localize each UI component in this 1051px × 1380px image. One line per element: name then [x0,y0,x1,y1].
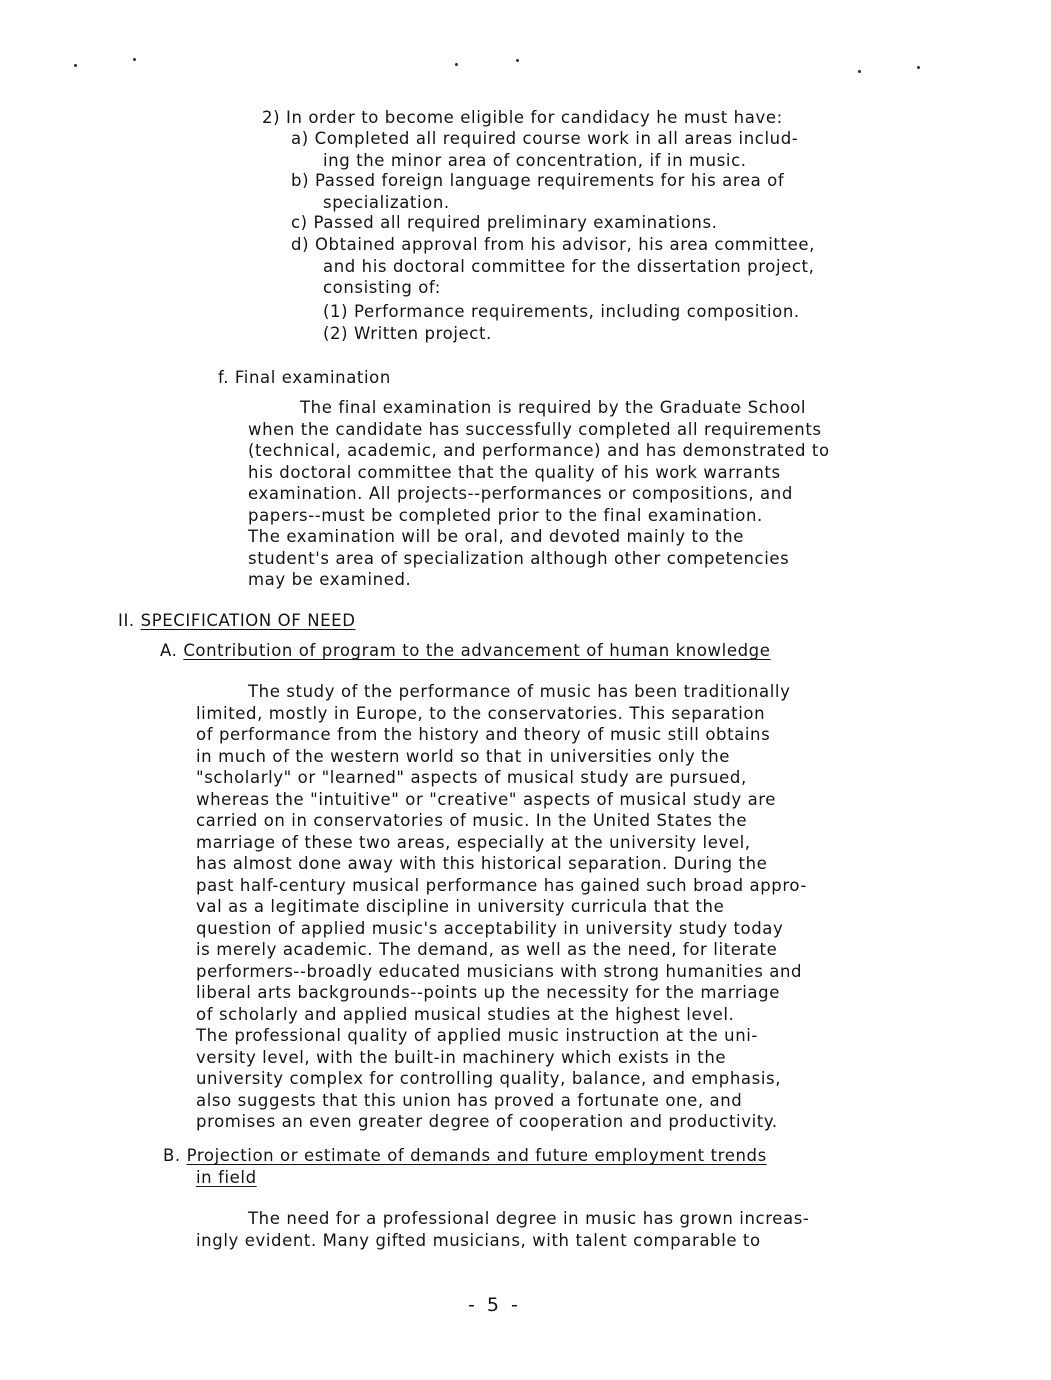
candidacy-intro: 2) In order to become eligible for candidacy he must have: [262,108,783,127]
scan-speck [455,63,458,66]
subsection-b-heading [163,1145,767,1188]
subsection-b-title: Projection or estimate of demands and future employment trends [186,1146,767,1165]
requirement-d-sub-2: (2) Written project. [323,324,492,343]
subsection-a-heading [160,640,771,662]
subsection-b-letter: B. [163,1146,181,1165]
scan-speck [858,70,861,73]
final-exam-heading: f. Final examination [218,368,391,387]
requirement-d: d) Obtained approval from his advisor, his area committee, and his doctoral committee for the dissertation project, consisting of: [291,235,815,297]
requirement-d-sub-1: (1) Performance requirements, including composition. [323,302,800,321]
subsection-a-title: Contribution of program to the advancement of human knowledge [183,641,771,660]
scan-speck [74,64,77,67]
scan-speck [133,58,136,61]
section-heading [118,610,356,632]
subsection-b-title-cont: in field [196,1167,257,1187]
scan-speck [917,66,920,69]
subsection-a-paragraph: The study of the performance of music has been traditionally limited, mostly in Europe, to the conservatories. This separation of performance from the history and theory of music still obtains in much of the western world so that in universities only the "scholarly" or "learned" aspects of musical study are pursued, whereas the "intuitive" or "creative" aspects of musical study are carried on in conservatories of music. In the United States the marriage of these two areas, especially at the university level, has almost done away with this historical separation. During the past half-century musical performance has gained such broad appro- val as a legitimate discipline in university curricula that the question of applied music's acceptability in university study today is merely academic. The demand, as well as the need, for literate performers--broadly educated musicians with strong humanities and liberal arts backgrounds--points up the necessity for the marriage of scholarly and applied musical studies at the highest level. The professional quality of applied music instruction at the uni- versity level, with the built-in machinery which exists in the university complex for controlling quality, balance, and emphasis, also suggests that this union has proved a fortunate one, and promises an even greater degree of cooperation and productivity. [196,682,807,1131]
requirement-c: c) Passed all required preliminary examinations. [291,213,718,232]
scan-speck [516,59,519,62]
page-number: - 5 - [468,1294,521,1316]
subsection-b-paragraph: The need for a professional degree in music has grown increas- ingly evident. Many gifted musicians, with talent comparable to [196,1209,810,1250]
requirement-a: a) Completed all required course work in all areas includ- ing the minor area of concentration, if in music. [291,129,799,170]
section-numeral: II. [118,611,135,630]
final-exam-paragraph: The final examination is required by the Graduate School when the candidate has successfully completed all requirements (technical, academic, and performance) and has demonstrated to his doctoral committee that the quality of his work warrants examination. All projects--performances or compositions, and papers--must be completed prior to the final examination. The examination will be oral, and devoted mainly to the student's area of specialization although other competencies may be examined. [248,398,830,589]
subsection-a-letter: A. [160,641,178,660]
requirement-b: b) Passed foreign language requirements for his area of specialization. [291,171,785,212]
section-title: SPECIFICATION OF NEED [140,611,356,630]
